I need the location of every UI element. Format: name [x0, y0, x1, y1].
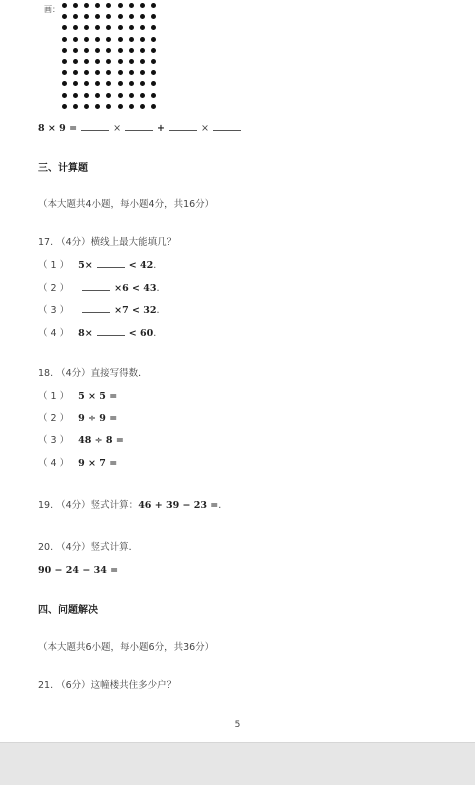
grid-dot — [140, 25, 145, 30]
grid-dot — [151, 48, 156, 53]
grid-dot — [62, 48, 67, 53]
grid-dot — [151, 104, 156, 109]
grid-dot — [129, 25, 134, 30]
grid-dot — [151, 14, 156, 19]
grid-dot — [140, 93, 145, 98]
grid-dot — [129, 70, 134, 75]
dot-grid-label: 画： — [44, 5, 60, 14]
grid-dot — [129, 93, 134, 98]
grid-dot — [129, 14, 134, 19]
grid-dot — [106, 25, 111, 30]
q21-stem: 21. （6分）这幢楼共住多少户？ — [38, 680, 177, 691]
dot-grid-figure — [62, 3, 154, 107]
q20-stem: 20. （4分）竖式计算． — [38, 542, 139, 553]
grid-dot — [129, 48, 134, 53]
q16-formula: 8 × 9 = × + × — [38, 121, 245, 135]
grid-dot — [118, 59, 123, 64]
grid-dot — [140, 59, 145, 64]
q18-item: （ 4 ） 9 × 7 = — [38, 458, 118, 469]
grid-dot — [95, 48, 100, 53]
grid-dot — [84, 48, 89, 53]
q18-item: （ 3 ） 48 ÷ 8 = — [38, 435, 124, 446]
grid-dot — [95, 59, 100, 64]
grid-dot — [106, 104, 111, 109]
grid-dot — [129, 81, 134, 86]
grid-dot — [140, 3, 145, 8]
grid-dot — [73, 14, 78, 19]
grid-dot — [118, 70, 123, 75]
grid-dot — [73, 3, 78, 8]
answer-blank — [97, 326, 125, 336]
grid-dot — [84, 70, 89, 75]
grid-dot — [140, 14, 145, 19]
grid-dot — [62, 3, 67, 8]
grid-dot — [118, 25, 123, 30]
grid-dot — [84, 3, 89, 8]
section4-note: （本大题共6小题，每小题6分，共36分） — [38, 642, 215, 653]
grid-dot — [84, 14, 89, 19]
grid-dot — [62, 37, 67, 42]
grid-dot — [95, 104, 100, 109]
grid-dot — [95, 93, 100, 98]
grid-dot — [106, 81, 111, 86]
grid-dot — [118, 37, 123, 42]
grid-dot — [106, 3, 111, 8]
grid-dot — [151, 70, 156, 75]
grid-dot — [95, 37, 100, 42]
q19-line: 19. （4分）竖式计算：46 + 39 − 23 =. — [38, 500, 222, 511]
grid-dot — [73, 37, 78, 42]
grid-dot — [140, 48, 145, 53]
answer-blank — [125, 121, 153, 131]
answer-blank — [82, 281, 110, 291]
grid-dot — [84, 37, 89, 42]
grid-dot — [106, 70, 111, 75]
grid-dot — [95, 70, 100, 75]
answer-blank — [81, 121, 109, 131]
grid-dot — [73, 25, 78, 30]
q17-item: （ 3 ） ×7 < 32. — [38, 305, 160, 316]
grid-dot — [129, 37, 134, 42]
q17-stem: 17. （4分）横线上最大能填几？ — [38, 237, 177, 248]
grid-dot — [73, 70, 78, 75]
grid-dot — [140, 81, 145, 86]
grid-dot — [118, 81, 123, 86]
grid-dot — [151, 81, 156, 86]
grid-dot — [84, 93, 89, 98]
grid-dot — [84, 59, 89, 64]
section3-note: （本大题共4小题，每小题4分，共16分） — [38, 199, 215, 210]
grid-dot — [106, 37, 111, 42]
answer-blank — [169, 121, 197, 131]
q18-item: （ 1 ） 5 × 5 = — [38, 391, 118, 402]
grid-dot — [151, 59, 156, 64]
grid-dot — [84, 81, 89, 86]
grid-dot — [106, 14, 111, 19]
q17-item: （ 1 ） 5× < 42. — [38, 260, 157, 271]
page-number: 5 — [234, 720, 241, 730]
grid-dot — [62, 81, 67, 86]
grid-dot — [62, 59, 67, 64]
grid-dot — [73, 104, 78, 109]
grid-dot — [118, 104, 123, 109]
answer-blank — [82, 303, 110, 313]
q17-item: （ 2 ） ×6 < 43. — [38, 283, 160, 294]
grid-dot — [140, 37, 145, 42]
grid-dot — [140, 70, 145, 75]
q18-item: （ 2 ） 9 ÷ 9 = — [38, 413, 118, 424]
grid-dot — [73, 59, 78, 64]
grid-dot — [118, 48, 123, 53]
grid-dot — [62, 14, 67, 19]
grid-dot — [106, 93, 111, 98]
grid-dot — [106, 59, 111, 64]
grid-dot — [140, 104, 145, 109]
q18-stem: 18. （4分）直接写得数． — [38, 368, 148, 379]
grid-dot — [62, 93, 67, 98]
section4-title: 四、问题解决 — [38, 605, 98, 616]
grid-dot — [151, 93, 156, 98]
grid-dot — [62, 70, 67, 75]
grid-dot — [62, 25, 67, 30]
grid-dot — [118, 14, 123, 19]
grid-dot — [129, 3, 134, 8]
grid-dot — [62, 104, 67, 109]
grid-dot — [84, 25, 89, 30]
grid-dot — [95, 14, 100, 19]
grid-dot — [73, 81, 78, 86]
grid-dot — [106, 48, 111, 53]
answer-blank — [213, 121, 241, 131]
q17-item: （ 4 ） 8× < 60. — [38, 328, 157, 339]
grid-dot — [118, 93, 123, 98]
grid-dot — [151, 3, 156, 8]
grid-dot — [95, 81, 100, 86]
grid-dot — [84, 104, 89, 109]
grid-dot — [129, 104, 134, 109]
grid-dot — [95, 3, 100, 8]
grid-dot — [151, 25, 156, 30]
viewer-bottom-bar — [0, 742, 475, 785]
grid-dot — [73, 48, 78, 53]
grid-dot — [129, 59, 134, 64]
answer-blank — [97, 258, 125, 268]
q20-expression: 90 − 24 − 34 = — [38, 565, 119, 576]
grid-dot — [151, 37, 156, 42]
section3-title: 三、计算题 — [38, 163, 88, 174]
grid-dot — [95, 25, 100, 30]
grid-dot — [118, 3, 123, 8]
grid-dot — [73, 93, 78, 98]
